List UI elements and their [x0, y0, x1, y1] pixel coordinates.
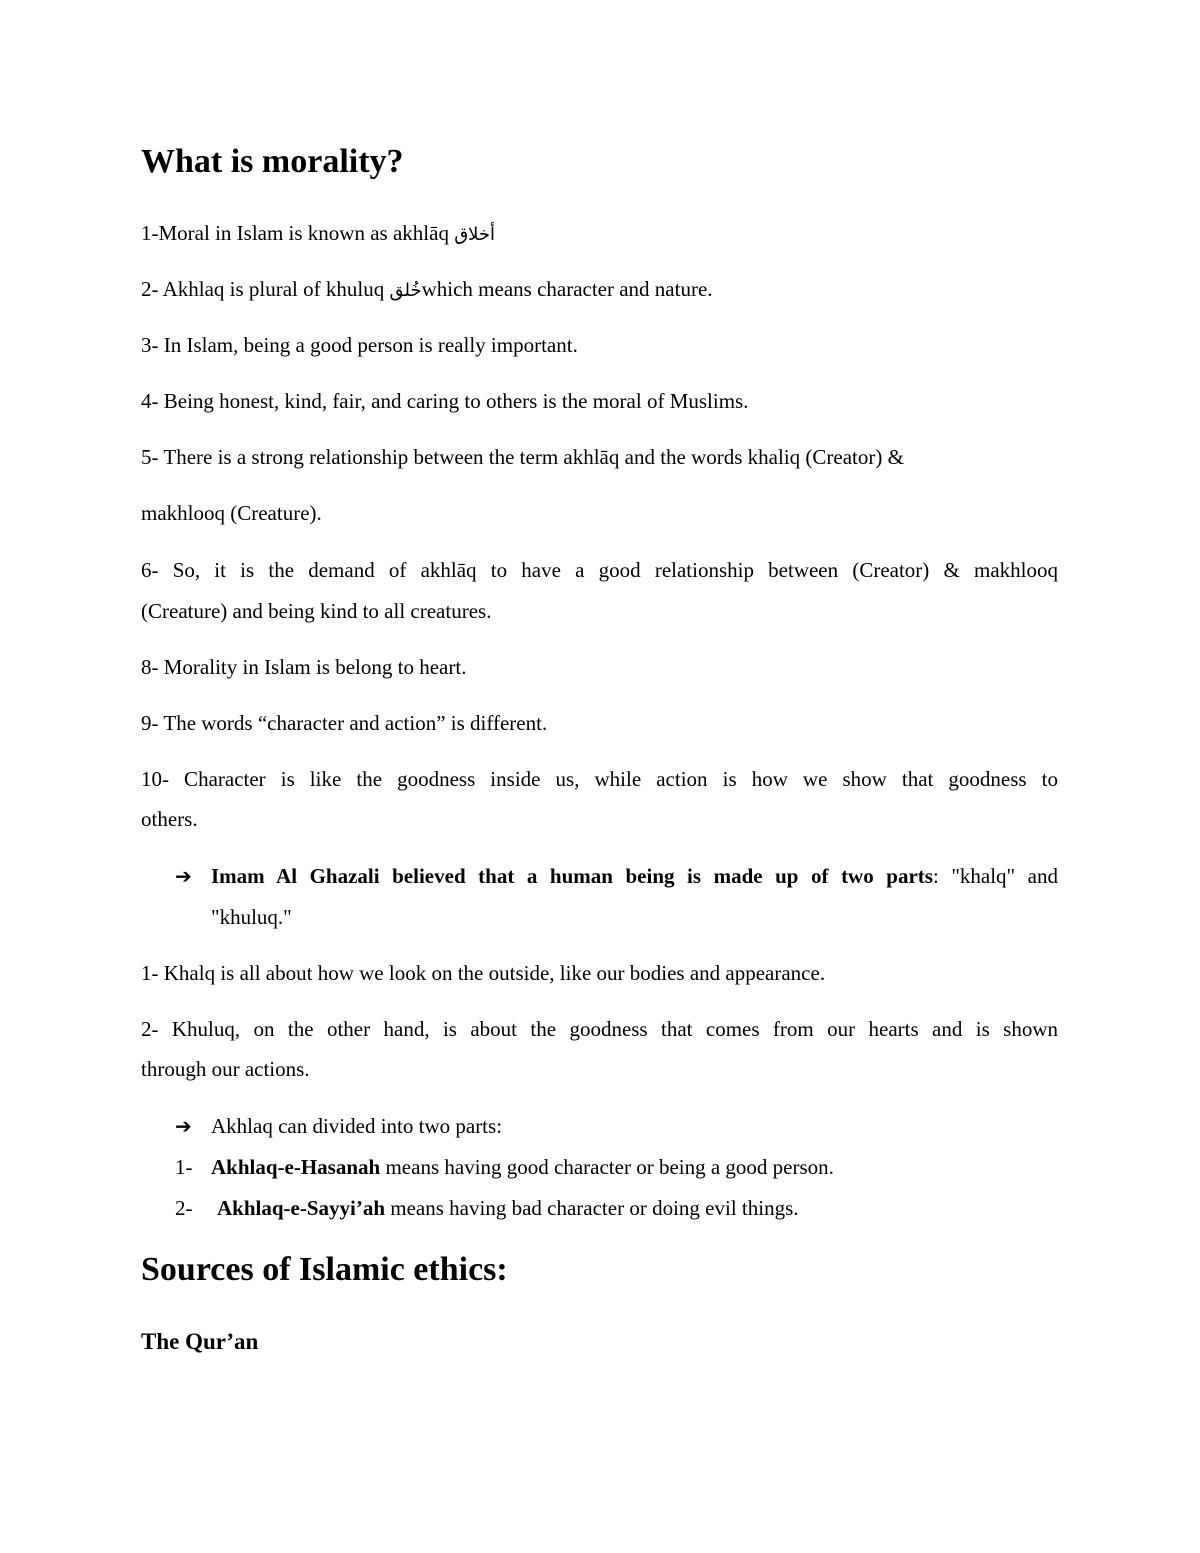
point-4: 4- Being honest, kind, fair, and caring to others is the moral of Muslims. [141, 389, 749, 413]
point-10-line-2: others. [141, 807, 198, 831]
point-9: 9- The words “character and action” is different. [141, 711, 548, 735]
part-1: 1- Khalq is all about how we look on the outside, like our bodies and appearance. [141, 961, 826, 985]
desc-hasanah: means having good character or being a good person. [380, 1155, 834, 1179]
part-2-line-2: through our actions. [141, 1057, 310, 1081]
point-2-pre: 2- Akhlaq is plural of khuluq [141, 277, 390, 301]
point-5-line-1: 5- There is a strong relationship between the term akhlāq and the words khaliq (Creator) & [141, 445, 904, 469]
list-item-hasanah [211, 1155, 834, 1179]
arrow-bullet-icon: ➔ [175, 864, 192, 888]
point-5-line-2: makhlooq (Creature). [141, 501, 322, 525]
arrow-bullet-icon: ➔ [175, 1114, 192, 1138]
list-item-sayyiah [217, 1196, 799, 1220]
list-number: 1- [175, 1155, 193, 1179]
desc-sayyiah: means having bad character or doing evil things. [385, 1196, 799, 1220]
point-8: 8- Morality in Islam is belong to heart. [141, 655, 467, 679]
ghazali-statement [211, 864, 1058, 888]
point-1 [141, 221, 495, 247]
part-2-line-1: 2- Khuluq, on the other hand, is about the goodness that comes from our hearts and is shown [141, 1017, 1058, 1041]
ghazali-line-2: "khuluq." [211, 905, 292, 929]
term-hasanah: Akhlaq-e-Hasanah [211, 1155, 381, 1179]
sources-heading: Sources of Islamic ethics: [141, 1251, 508, 1288]
point-2-post: which means character and nature. [421, 277, 713, 301]
quran-heading: The Qur’an [141, 1329, 259, 1354]
point-2-arabic: خُلق [389, 280, 422, 301]
point-1-text: 1-Moral in Islam is known as akhlāq [141, 221, 455, 245]
point-1-arabic: أخلاق [454, 224, 496, 245]
point-2 [141, 277, 713, 303]
point-10-line-1: 10- Character is like the goodness inside us, while action is how we show that goodness to [141, 767, 1058, 791]
point-6-line-2: (Creature) and being kind to all creatures. [141, 599, 492, 623]
list-number: 2- [175, 1196, 193, 1220]
page-title: What is morality? [141, 143, 404, 180]
ghazali-rest: : "khalq" and [932, 864, 1058, 888]
ghazali-bold: Imam Al Ghazali believed that a human being is made up of two parts [211, 864, 933, 888]
point-3: 3- In Islam, being a good person is really important. [141, 333, 578, 357]
term-sayyiah: Akhlaq-e-Sayyi’ah [217, 1196, 386, 1220]
point-6-line-1: 6- So, it is the demand of akhlāq to have a good relationship between (Creator) & makhlooq [141, 558, 1058, 582]
akhlaq-intro: Akhlaq can divided into two parts: [211, 1114, 503, 1138]
